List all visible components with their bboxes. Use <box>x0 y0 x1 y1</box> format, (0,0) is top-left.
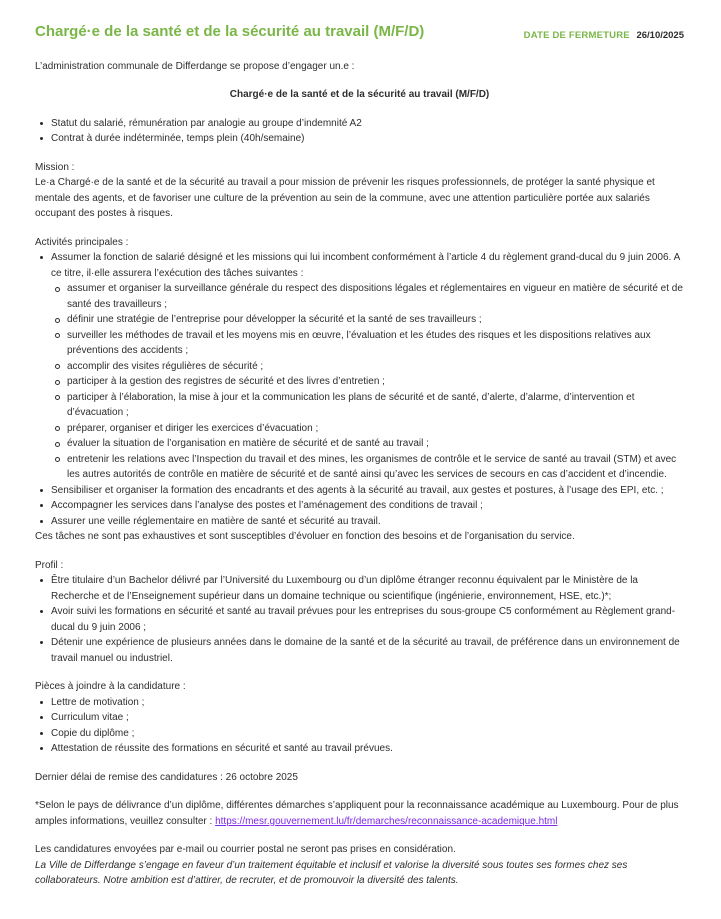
footnote-paragraph <box>35 798 684 829</box>
profile-text: Être titulaire d’un Bachelor délivré par l’Université du Luxembourg ou d’un diplôme étranger reconnu équivalent par le Ministère de la Recherche et de l’Enseignement supérieur dans un domaine technique ou scientifique (ingénierie, environnement, HSE, etc.)*; <box>51 575 638 602</box>
sublist-item <box>51 359 684 375</box>
posting-header <box>35 22 684 44</box>
list-item <box>35 710 684 726</box>
list-item <box>35 573 684 604</box>
document-text: Copie du diplôme ; <box>51 727 135 739</box>
activity-subtext: définir une stratégie de l’entreprise pour développer la sécurité et la santé de ses travailleurs ; <box>67 314 482 325</box>
list-item <box>35 116 684 132</box>
no-email-note: Les candidatures envoyées par e-mail ou courrier postal ne seront pas prises en considération. <box>35 844 456 855</box>
activity-text: Assumer la fonction de salarié désigné et les missions qui lui incombent conformément à l’article 4 du règlement grand-ducal du 9 juin 2006. A ce titre, il·elle assurera l’exécution des tâches suivantes : <box>51 252 680 279</box>
condition-text: Contrat à durée indéterminée, temps plein (40h/semaine) <box>51 133 305 144</box>
list-item <box>35 695 684 711</box>
activity-subtext: surveiller les méthodes de travail et les moyens mis en œuvre, l’évaluation et les études des risques et les dispositions relatives aux préventions des accidents ; <box>67 329 651 356</box>
sublist-item <box>51 281 684 312</box>
list-item <box>35 514 684 530</box>
sublist-item <box>51 436 684 452</box>
document-text: Lettre de motivation ; <box>51 696 145 708</box>
profile-list <box>35 573 684 666</box>
conditions-list <box>35 116 684 147</box>
profile-heading: Profil : <box>35 559 64 571</box>
activities-heading: Activités principales : <box>35 236 129 248</box>
closing-date-label: DATE DE FERMETURE <box>523 30 630 41</box>
footnote-text: *Selon le pays de délivrance d’un diplôme, différentes démarches s’appliquent pour la reconnaissance académique au Luxembourg. Pour de plus amples informations, veuillez consulter : <box>35 800 679 827</box>
activities-sublist <box>51 281 684 483</box>
activity-text: Sensibiliser et organiser la formation des encadrants et des agents à la sécurité au travail, aux gestes et postures, à l’usage des EPI, etc. ; <box>51 484 664 496</box>
sublist-item <box>51 374 684 390</box>
list-item <box>35 131 684 147</box>
activity-subtext: préparer, organiser et diriger les exercices d’évacuation ; <box>67 422 319 434</box>
list-item <box>35 483 684 499</box>
list-item <box>35 498 684 514</box>
activities-note: Ces tâches ne sont pas exhaustives et sont susceptibles d’évoluer en fonction des besoins et de l’organisation du service. <box>35 531 575 542</box>
activity-text: Assurer une veille réglementaire en matière de santé et sécurité au travail. <box>51 515 381 527</box>
activity-subtext: assumer et organiser la surveillance générale du respect des dispositions légales et réglementaires en vigueur en matière de sécurité et de santé des travailleurs ; <box>67 283 683 310</box>
deadline-paragraph: Dernier délai de remise des candidatures : 26 octobre 2025 <box>35 771 298 783</box>
closing-date-value: 26/10/2025 <box>636 30 684 41</box>
sublist-item <box>51 390 684 421</box>
closing-date-block <box>524 22 684 44</box>
profile-text: Détenir une expérience de plusieurs années dans le domaine de la santé et de la sécurité au travail, de préférence dans un environnement de travail manuel ou industriel. <box>51 637 680 664</box>
activity-subtext: évaluer la situation de l’organisation en matière de sécurité et de santé au travail ; <box>67 438 429 449</box>
activity-subtext: entretenir les relations avec l’Inspection du travail et des mines, les organismes de contrôle et le service de santé au travail (STM) et avec les autres autorités de contrôle en matière de sécurité et de santé ainsi qu’avec les services de secours en cas d’accident et d’incendie. <box>67 453 677 480</box>
mission-heading: Mission : <box>35 161 75 173</box>
activities-list <box>35 250 684 529</box>
profile-text: Avoir suivi les formations en sécurité et santé au travail prévues pour les entreprises du sous-groupe C5 conformément au Règlement grand-ducal du 9 juin 2006 ; <box>51 606 676 633</box>
list-item <box>35 726 684 742</box>
list-item <box>35 604 684 635</box>
document-text: Curriculum vitae ; <box>51 712 129 723</box>
diversity-statement: La Ville de Differdange s’engage en faveur d’un traitement équitable et inclusif et valorise la diversité sous toutes ses formes chez ses collaborateurs. Notre ambition est d’attirer, de recruter, et de promouvoir la diversité des talents. <box>35 859 628 886</box>
sublist-item <box>51 421 684 437</box>
position-heading: Chargé·e de la santé et de la sécurité au travail (M/F/D) <box>229 89 490 100</box>
list-item <box>35 741 684 757</box>
sublist-item <box>51 328 684 359</box>
recognition-link[interactable]: https://mesr.gouvernement.lu/fr/demarches/reconnaissance-academique.html <box>215 815 558 827</box>
intro-paragraph: L’administration communale de Differdange se propose d’engager un.e : <box>35 60 355 72</box>
documents-heading: Pièces à joindre à la candidature : <box>35 681 186 692</box>
list-item <box>35 635 684 666</box>
list-item <box>35 250 684 483</box>
document-text: Attestation de réussite des formations en sécurité et santé au travail prévues. <box>51 743 393 754</box>
activity-subtext: participer à la gestion des registres de sécurité et des livres d’entretien ; <box>67 376 385 387</box>
sublist-item <box>51 312 684 328</box>
mission-body: Le·a Chargé·e de la santé et de la sécurité au travail a pour mission de prévenir les risques professionnels, de protéger la santé physique et mentale des agents, et de favoriser une culture de la prévention au sein de la commune, avec une attention particulière portée aux salariés occupant des postes à risques. <box>35 177 655 219</box>
activity-subtext: accomplir des visites régulières de sécurité ; <box>67 360 264 372</box>
activity-subtext: participer à l’élaboration, la mise à jour et la communication les plans de sécurité et de santé, d’alerte, d’alarme, d’intervention et d’évacuation ; <box>67 391 635 418</box>
page-title: Chargé·e de la santé et de la sécurité au travail (M/F/D) <box>35 23 425 40</box>
documents-list <box>35 695 684 757</box>
sublist-item <box>51 452 684 483</box>
condition-text: Statut du salarié, rémunération par analogie au groupe d’indemnité A2 <box>51 117 362 129</box>
activity-text: Accompagner les services dans l’analyse des postes et l’aménagement des conditions de travail ; <box>51 500 483 511</box>
